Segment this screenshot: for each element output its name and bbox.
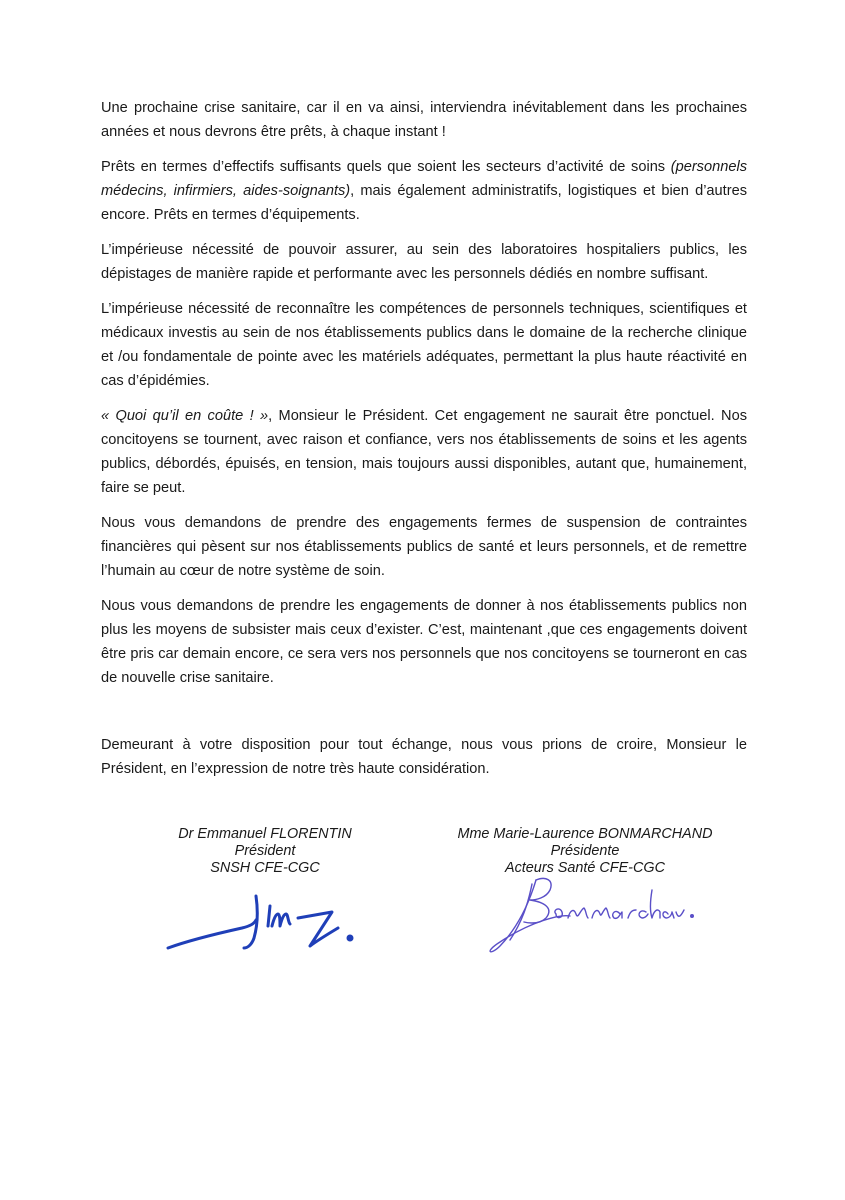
- signatory-right-org: Acteurs Santé CFE-CGC: [505, 860, 665, 876]
- paragraph-means: Nous vous demandons de prendre les engagements de donner à nos établissements publics non plus les moyens de subsister mais ceux d’exister. C’est, maintenant ,que ces engagements doivent être pris car demain encore, ce sera vers nos personnels que nos concitoyens se tourneront en cas de nouvelle crise sanitaire.: [101, 598, 747, 686]
- paragraph-financial: Nous vous demandons de prendre des engagements fermes de suspension de contraintes financières qui pèsent sur nos établissements publics de santé et leurs personnels, et de remettre l’humain au cœur de notre système de soin.: [101, 515, 747, 579]
- signatory-right-role: Présidente: [550, 843, 620, 859]
- paragraph-commitment-quote: « Quoi qu’il en coûte ! »: [101, 408, 269, 424]
- paragraph-staffing-italic: (personnels médecins, infirmiers, aides-soignants): [101, 159, 747, 199]
- signatory-right-name: Mme Marie-Laurence BONMARCHAND: [457, 826, 713, 842]
- paragraph-research: L’impérieuse nécessité de reconnaître les compétences de personnels techniques, scientifiques et médicaux investis au sein de nos établissements publics dans le domaine de la recherche clinique et /ou fondamentale de pointe avec les matériels adéquates, permettant la plus haute réactivité en cas d’épidémies.: [101, 301, 747, 389]
- signatory-left-name: Dr Emmanuel FLORENTIN: [178, 826, 352, 842]
- signature-right-image: [480, 870, 700, 960]
- signatory-left-org: SNSH CFE-CGC: [210, 860, 320, 876]
- paragraph-staffing: [101, 155, 747, 227]
- paragraph-staffing-start: Prêts en termes d’effectifs suffisants quels que soient les secteurs d’activité de soins: [101, 159, 671, 175]
- signature-left-image: [160, 890, 360, 960]
- paragraph-commitment-rest: , Monsieur le Président. Cet engagement ne saurait être ponctuel. Nos concitoyens se tournent, avec raison et confiance, vers nos établissements de soins et les agents publics, débordés, épuisés, en tension, mais toujours aussi disponibles, autant que, humainement, faire se peut.: [101, 408, 747, 496]
- closing-formula: Demeurant à votre disposition pour tout échange, nous vous prions de croire, Monsieur le Président, en l’expression de notre très haute considération.: [101, 737, 747, 777]
- paragraph-staffing-end: , mais également administratifs, logistiques et bien d’autres encore. Prêts en termes d’équipements.: [101, 183, 747, 223]
- paragraph-commitment: [101, 404, 747, 500]
- signatory-left: [140, 826, 390, 877]
- paragraph-crisis: Une prochaine crise sanitaire, car il en va ainsi, interviendra inévitablement dans les prochaines années et nous devrons être prêts, à chaque instant !: [101, 100, 747, 140]
- paragraph-screening: L’impérieuse nécessité de pouvoir assurer, au sein des laboratoires hospitaliers publics, les dépistages de manière rapide et performante avec les personnels dédiés en nombre suffisant.: [101, 242, 747, 282]
- signatory-left-role: Président: [234, 843, 296, 859]
